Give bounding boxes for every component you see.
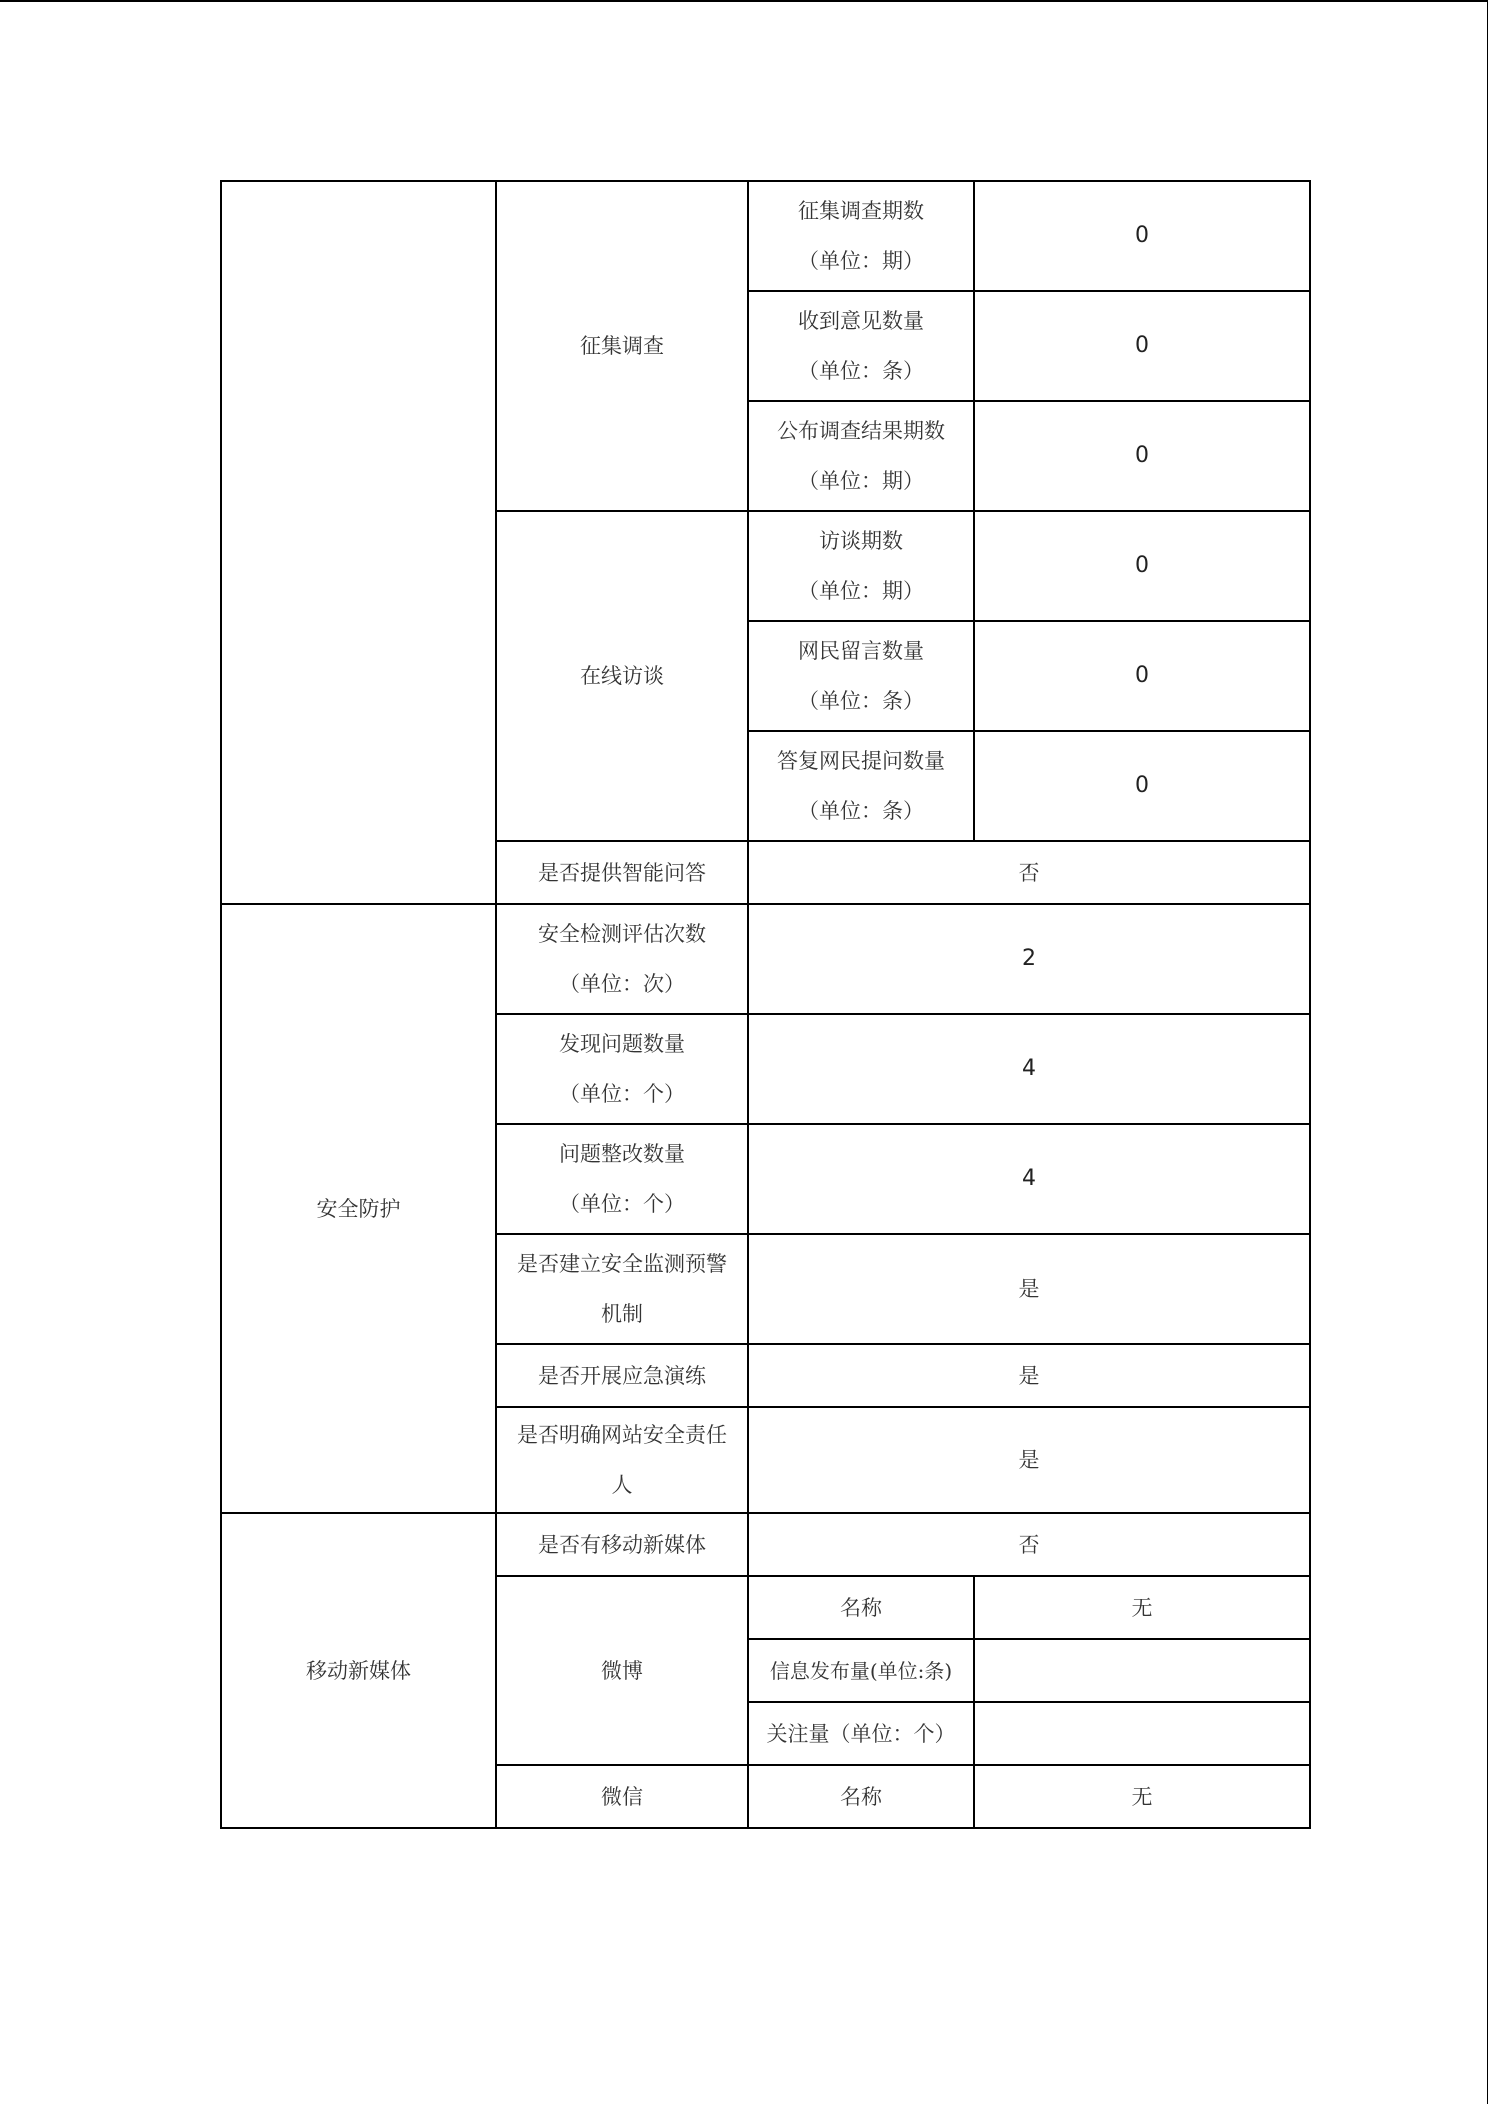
table-row — [221, 904, 1310, 1014]
opinions-received-label — [748, 291, 974, 401]
emergency-drill-value: 是 — [748, 1344, 1310, 1407]
security-checks-value: 2 — [748, 904, 1310, 1014]
weibo-posts-label: 信息发布量(单位:条) — [748, 1639, 974, 1702]
unit-line: （单位：条） — [798, 799, 924, 823]
security-owner-label — [496, 1407, 748, 1513]
unit-line: （单位：期） — [798, 249, 924, 273]
label-line-2: 机制 — [601, 1302, 643, 1326]
label-line: 网民留言数量 — [798, 639, 924, 663]
label-line: 问题整改数量 — [559, 1142, 685, 1166]
website-report-table — [220, 180, 1311, 1829]
netizen-messages-value: 0 — [974, 621, 1310, 731]
label-line: 访谈期数 — [819, 529, 903, 553]
issues-found-value: 4 — [748, 1014, 1310, 1124]
label-line-2: 人 — [611, 1473, 633, 1497]
media-section-label: 移动新媒体 — [221, 1513, 496, 1828]
weibo-label: 微博 — [496, 1576, 748, 1765]
issues-found-label — [496, 1014, 748, 1124]
unit-line: （单位：期） — [798, 469, 924, 493]
weibo-name-value: 无 — [974, 1576, 1310, 1639]
weibo-followers-label: 关注量（单位：个） — [748, 1702, 974, 1765]
label-line: 答复网民提问数量 — [777, 749, 945, 773]
unit-line: （单位：个） — [559, 1192, 685, 1216]
survey-label: 征集调查 — [496, 181, 748, 511]
has-media-value: 否 — [748, 1513, 1310, 1576]
unit-line: （单位：次） — [559, 972, 685, 996]
page-top-border — [0, 0, 1488, 2]
interview-periods-value: 0 — [974, 511, 1310, 621]
security-owner-value: 是 — [748, 1407, 1310, 1513]
survey-periods-value: 0 — [974, 181, 1310, 291]
unit-line: （单位：条） — [798, 359, 924, 383]
has-media-label: 是否有移动新媒体 — [496, 1513, 748, 1576]
monitoring-mechanism-value: 是 — [748, 1234, 1310, 1344]
issues-fixed-value: 4 — [748, 1124, 1310, 1234]
unit-line: （单位：期） — [798, 579, 924, 603]
interaction-section-cell — [221, 181, 496, 904]
published-results-label — [748, 401, 974, 511]
weibo-name-label: 名称 — [748, 1576, 974, 1639]
unit-line: （单位：条） — [798, 689, 924, 713]
answered-questions-label — [748, 731, 974, 841]
smart-qa-label: 是否提供智能问答 — [496, 841, 748, 904]
label-line: 是否建立安全监测预警 — [517, 1252, 727, 1276]
opinions-received-value: 0 — [974, 291, 1310, 401]
survey-periods-label — [748, 181, 974, 291]
weixin-label: 微信 — [496, 1765, 748, 1828]
interview-periods-label — [748, 511, 974, 621]
emergency-drill-label: 是否开展应急演练 — [496, 1344, 748, 1407]
table-row — [221, 1513, 1310, 1576]
security-checks-label — [496, 904, 748, 1014]
published-results-value: 0 — [974, 401, 1310, 511]
weibo-followers-value — [974, 1702, 1310, 1765]
table-row — [221, 181, 1310, 291]
answered-questions-value: 0 — [974, 731, 1310, 841]
monitoring-mechanism-label — [496, 1234, 748, 1344]
unit-line: （单位：个） — [559, 1082, 685, 1106]
netizen-messages-label — [748, 621, 974, 731]
issues-fixed-label — [496, 1124, 748, 1234]
label-line: 是否明确网站安全责任 — [517, 1423, 727, 1447]
smart-qa-value: 否 — [748, 841, 1310, 904]
label-line: 收到意见数量 — [798, 309, 924, 333]
label-line: 征集调查期数 — [798, 199, 924, 223]
security-section-label: 安全防护 — [221, 904, 496, 1513]
label-line: 公布调查结果期数 — [777, 419, 945, 443]
weixin-name-value: 无 — [974, 1765, 1310, 1828]
weibo-posts-value — [974, 1639, 1310, 1702]
online-interview-label: 在线访谈 — [496, 511, 748, 841]
weixin-name-label: 名称 — [748, 1765, 974, 1828]
label-line: 安全检测评估次数 — [538, 922, 706, 946]
label-line: 发现问题数量 — [559, 1032, 685, 1056]
